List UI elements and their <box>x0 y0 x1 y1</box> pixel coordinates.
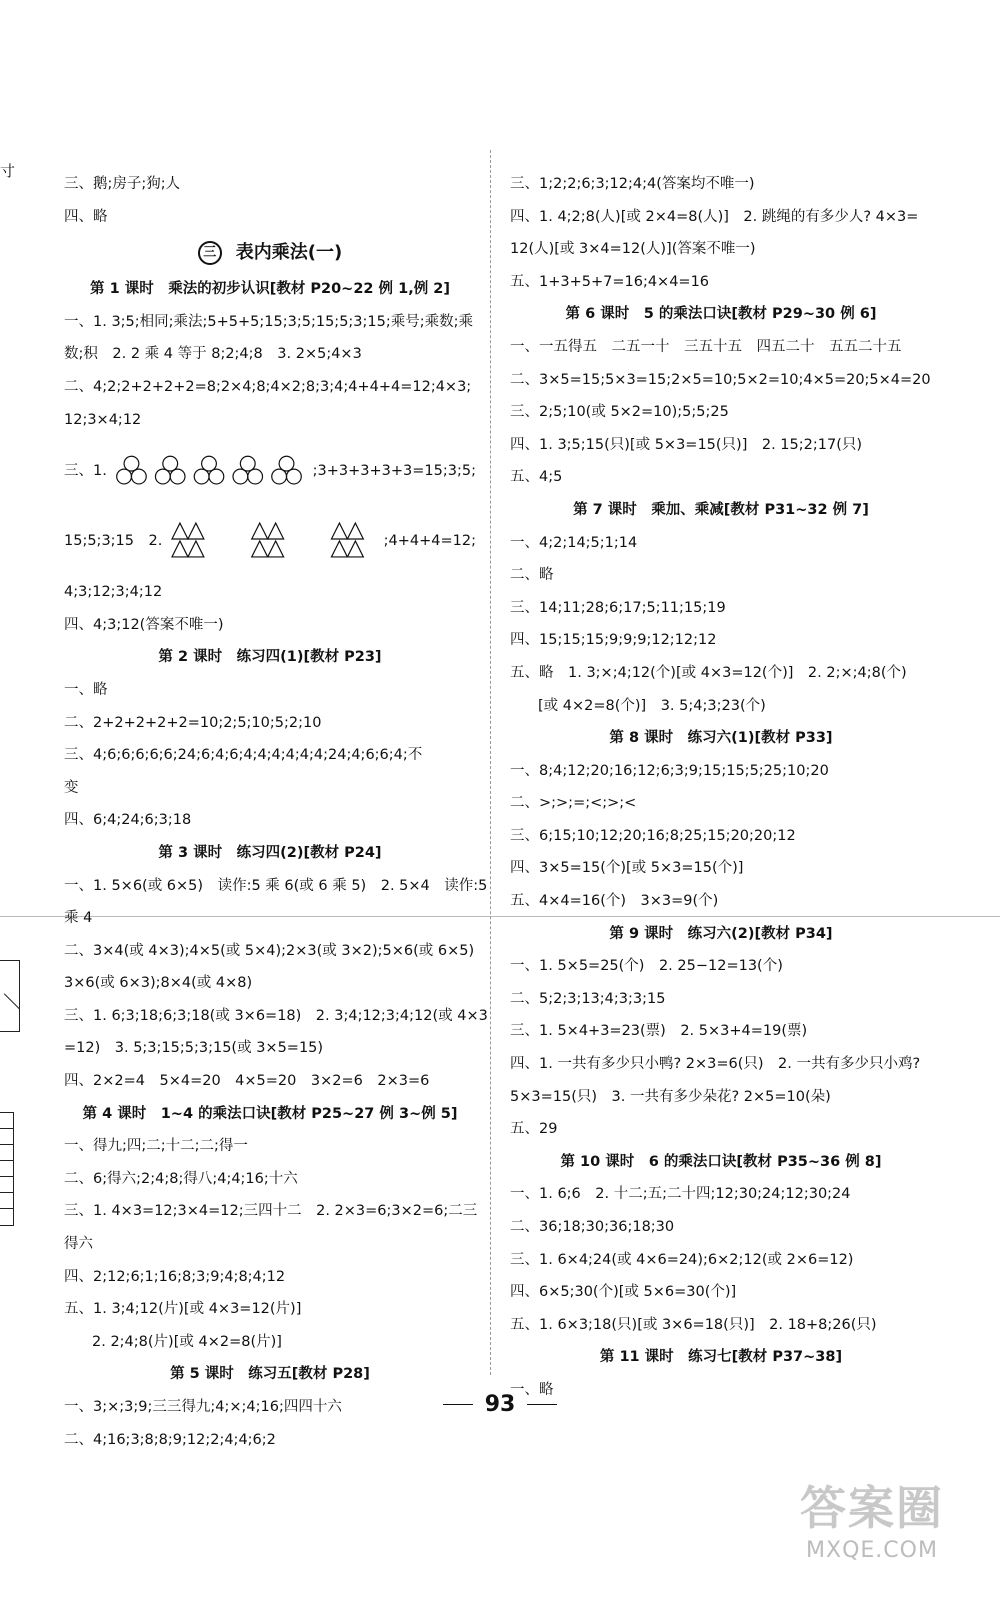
answer-line: 五、4×4=16(个) 3×3=9(个) <box>510 893 719 910</box>
answer-line: 四、2;12;6;1;16;8;3;9;4;8;4;12 <box>64 1268 286 1285</box>
answer-line: 12;3×4;12 <box>64 411 142 428</box>
answer-line: 二、4;2;2+2+2+2=8;2×4;8;4×2;8;3;4;4+4+4=12;4×3; <box>64 378 472 395</box>
answer-line-with-triangles: 15;5;3;15 2. ;4+4+4=12; <box>64 506 476 576</box>
edge-grid-drawing <box>0 1112 14 1226</box>
right-column <box>510 168 932 1407</box>
answer-line: 三、鹅;房子;狗;人 <box>64 176 181 192</box>
answer-line: 一、一五得五 二五一十 三五十五 四五二十 五五二十五 <box>510 338 902 355</box>
section-title-text: 表内乘法(一) <box>235 242 343 264</box>
answer-line: 得六 <box>64 1236 93 1253</box>
answer-line: 四、6×5;30(个)[或 5×6=30(个)] <box>510 1284 737 1301</box>
answer-line: 一、3;×;3;9;三三得九;4;×;4;16;四四十六 <box>64 1399 342 1415</box>
lesson-heading: 第 3 课时 练习四(2)[教材 P24] <box>158 844 382 861</box>
answer-line: 三、1;2;2;6;3;12;4;4(答案均不唯一) <box>510 176 755 192</box>
lesson-heading: 第 8 课时 练习六(1)[教材 P33] <box>609 730 833 747</box>
answer-line: 一、略 <box>64 681 108 698</box>
answer-line: 三、1. 6;3;18;6;3;18(或 3×6=18) 2. 3;4;12;3;4;12(或 4×3 <box>64 1007 488 1024</box>
lesson-heading: 第 11 课时 练习七[教材 P37~38] <box>599 1349 843 1366</box>
lesson-heading: 第 6 课时 5 的乘法口诀[教材 P29~30 例 6] <box>565 306 877 323</box>
answer-line: 二、6;得六;2;4;8;得八;4;4;16;十六 <box>64 1170 298 1187</box>
answer-line: 五、1. 6×3;18(只)[或 3×6=18(只)] 2. 18+8;26(只) <box>510 1316 877 1333</box>
answer-line: 二、3×4(或 4×3);4×5(或 5×4);2×3(或 3×2);5×6(或 6×5) <box>64 942 475 959</box>
answer-line: 一、4;2;14;5;1;14 <box>510 534 638 551</box>
lesson-heading: 第 10 课时 6 的乘法口诀[教材 P35~36 例 8] <box>560 1153 882 1170</box>
lesson-heading: 第 1 课时 乘法的初步认识[教材 P20~22 例 1,例 2] <box>90 281 450 298</box>
answer-line: 四、2×2=4 5×4=20 4×5=20 3×2=6 2×3=6 <box>64 1073 430 1090</box>
edge-fragment-text: 寸 <box>0 162 16 180</box>
answer-line: 2. 2;4;8(片)[或 4×2=8(片)] <box>92 1333 282 1350</box>
answer-line: 12(人)[或 3×4=12(人)](答案不唯一) <box>510 241 756 258</box>
lesson-heading: 第 5 课时 练习五[教材 P28] <box>170 1366 370 1383</box>
circle-groups-figure <box>113 453 307 489</box>
answer-line: 四、3×5=15(个)[或 5×3=15(个)] <box>510 860 744 877</box>
answer-line: 一、1. 5×6(或 6×5) 读作:5 乘 6(或 6 乘 5) 2. 5×4 读作:5 <box>64 877 488 894</box>
lesson-heading: 第 2 课时 练习四(1)[教材 P23] <box>158 649 382 666</box>
edge-box-drawing <box>0 960 20 1032</box>
answer-line: 3×6(或 6×3);8×4(或 4×8) <box>64 975 253 992</box>
answer-line: 二、36;18;30;36;18;30 <box>510 1219 675 1235</box>
answer-line: 三、2;5;10(或 5×2=10);5;5;25 <box>510 404 729 421</box>
answer-line: 五、1. 3;4;12(片)[或 4×3=12(片)] <box>64 1301 302 1318</box>
answer-line: 二、4;16;3;8;8;9;12;2;4;4;6;2 <box>64 1431 276 1448</box>
answer-line: 乘 4 <box>64 910 93 927</box>
answer-line: 一、1. 6;6 2. 十二;五;二十四;12;30;24;12;30;24 <box>510 1186 851 1203</box>
answer-line: 二、略 <box>510 567 554 584</box>
answer-line: 三、1. 5×4+3=23(票) 2. 5×3+4=19(票) <box>510 1023 808 1040</box>
answer-line: 四、1. 3;5;15(只)[或 5×3=15(只)] 2. 15;2;17(只) <box>510 436 863 453</box>
answer-line: 五、1+3+5+7=16;4×4=16 <box>510 273 710 290</box>
answer-line-with-circles: 三、1. ;3+3+3+3+3=15;3;5; <box>64 436 476 506</box>
answer-line: 一、略 <box>510 1381 554 1398</box>
answer-line: 四、4;3;12(答案不唯一) <box>64 616 224 633</box>
triangle-groups-figure <box>168 521 377 561</box>
answer-line: 四、1. 一共有多少只小鸭? 2×3=6(只) 2. 一共有多少只小鸡? <box>510 1056 921 1073</box>
answer-line: 4;3;12;3;4;12 <box>64 584 163 601</box>
left-column <box>64 168 488 1456</box>
answer-line: 一、1. 3;5;相同;乘法;5+5+5;15;3;5;15;5;3;15;乘号;乘数;乘 <box>64 313 474 330</box>
lesson-heading: 第 9 课时 练习六(2)[教材 P34] <box>609 925 833 942</box>
answer-line: 三、14;11;28;6;17;5;11;15;19 <box>510 599 726 616</box>
answer-line: 一、得九;四;二;十二;二;得一 <box>64 1138 248 1155</box>
answer-line: 四、6;4;24;6;3;18 <box>64 812 192 829</box>
answer-line: 变 <box>64 779 79 796</box>
section-title <box>64 233 476 273</box>
answer-line: 二、5;2;3;13;4;3;3;15 <box>510 990 666 1007</box>
section-number-badge: 三 <box>198 241 222 265</box>
watermark-logo: 答案圈 MXQE.COM <box>800 1481 944 1563</box>
lesson-heading: 第 7 课时 乘加、乘减[教材 P31~32 例 7] <box>573 501 869 518</box>
page-number: 93 <box>0 1392 1000 1417</box>
answer-line: 一、1. 5×5=25(个) 2. 25−12=13(个) <box>510 958 783 975</box>
answer-line: =12) 3. 5;3;15;5;3;15(或 3×5=15) <box>64 1040 324 1057</box>
answer-line: 四、略 <box>64 208 108 225</box>
answer-line: 五、29 <box>510 1121 558 1138</box>
answer-line: 5×3=15(只) 3. 一共有多少朵花? 2×5=10(朵) <box>510 1088 831 1105</box>
answer-line: 三、1. 4×3=12;3×4=12;三四十二 2. 2×3=6;3×2=6;二三 <box>64 1203 478 1220</box>
answer-line: 三、1. 6×4;24(或 4×6=24);6×2;12(或 2×6=12) <box>510 1251 854 1268</box>
answer-line: 三、4;6;6;6;6;6;24;6;4;6;4;4;4;4;4;4;24;4;6;6;4;不 <box>64 747 423 764</box>
answer-line: 二、>;>;=;<;>;< <box>510 795 637 812</box>
answer-line: 四、15;15;15;9;9;9;12;12;12 <box>510 632 717 649</box>
answer-line: 五、4;5 <box>510 469 563 486</box>
answer-line: 二、2+2+2+2+2=10;2;5;10;5;2;10 <box>64 714 322 731</box>
answer-line: 数;积 2. 2 乘 4 等于 8;2;4;8 3. 2×5;4×3 <box>64 346 362 363</box>
column-divider <box>490 150 491 1375</box>
answer-line: 五、略 1. 3;×;4;12(个)[或 4×3=12(个)] 2. 2;×;4;8(个) <box>510 664 907 681</box>
answer-line: 三、6;15;10;12;20;16;8;25;15;20;20;12 <box>510 827 796 844</box>
answer-line: [或 4×2=8(个)] 3. 5;4;3;23(个) <box>538 697 766 714</box>
answer-line: 一、8;4;12;20;16;12;6;3;9;15;15;5;25;10;20 <box>510 762 829 779</box>
answer-line: 四、1. 4;2;8(人)[或 2×4=8(人)] 2. 跳绳的有多少人? 4×3= <box>510 208 919 225</box>
lesson-heading: 第 4 课时 1~4 的乘法口诀[教材 P25~27 例 3~例 5] <box>82 1105 458 1122</box>
answer-line: 二、3×5=15;5×3=15;2×5=10;5×2=10;4×5=20;5×4=20 <box>510 371 931 388</box>
